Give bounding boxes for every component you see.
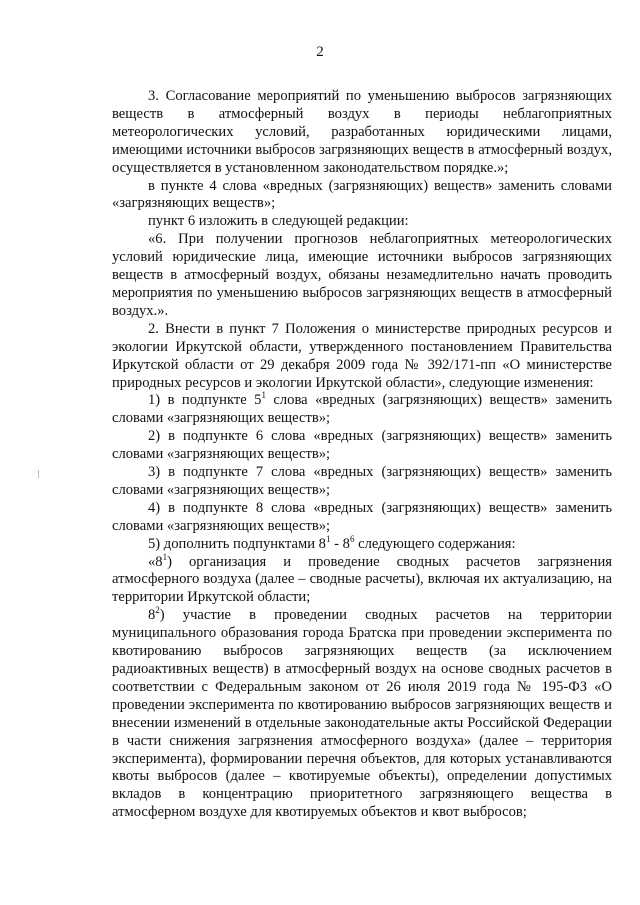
list-item-4: 4) в подпункте 8 слова «вредных (загрязняющих) веществ» заменить словами «загрязняющих веществ»; [112,499,612,534]
page-number: 2 [316,44,324,60]
subpoint-8-2: $8^2$) участие в проведении сводных расчетов на территории муниципального образования города Братска при проведении эксперимента по квотированию выбросов загрязняющих веществ (за исключением радиоактивных веществ) в атмосферный воздух на основе сводных расчетов в соответствии с Федеральным законом от 26 июля 2019 года № 195-ФЗ «О проведении эксперимента по квотированию выбросов загрязняющих веществ и внесении изменений в отдельные законодательные акты Российской Федерации в части снижения загрязнения атмосферного воздуха» (далее – территория эксперимента), формировании перечня объектов, для которых устанавливаются квоты выбросов (далее – квотируемые объекты), определении допустимых вкладов в концентрацию приоритетного загрязняющего вещества в атмосферном воздухе для квотируемых объектов и квот выбросов; [112,605,612,821]
document-body [112,88,612,822]
paragraph-item-3: 3. Согласование мероприятий по уменьшению выбросов загрязняющих веществ в атмосферный воздух в периоды неблагоприятных метеорологических условий, разработанных юридическими лицами, имеющими источники выбросов загрязняющих веществ в атмосферный воздух, осуществляется в установленном законодательством порядке.»; [112,88,612,176]
paragraph-section-2: 2. Внести в пункт 7 Положения о министерстве природных ресурсов и экологии Иркутской области, утвержденного постановлением Правительства Иркутской области от 29 декабря 2009 года № 392/171-пп «О министерстве природных ресурсов и экологии Иркутской области», следующие изменения: [112,320,612,391]
paragraph-point-4-amendment: в пункте 4 слова «вредных (загрязняющих) веществ» заменить словами «загрязняющих веществ»; [112,177,612,212]
paragraph-point-6-intro: пункт 6 изложить в следующей редакции: [148,213,409,230]
margin-mark [38,470,39,478]
list-item-1: 1) в подпункте $5^1$ слова «вредных (загрязняющих) веществ» заменить словами «загрязняющих веществ»; [112,390,612,427]
list-item-5: 5) дополнить подпунктами $8^1 - 8^6$ следующего содержания: [148,533,516,552]
list-item-2: 2) в подпункте 6 слова «вредных (загрязняющих) веществ» заменить словами «загрязняющих веществ»; [112,428,612,463]
paragraph-point-6-text: «6. При получении прогнозов неблагоприятных метеорологических условий юридические лица, имеющие источники выбросов загрязняющих веществ в атмосферный воздух, обязаны незамедлительно начать проводить мероприятия по уменьшению выбросов загрязняющих веществ в атмосферный воздух.». [112,231,612,319]
subpoint-8-1: «$8^1$) организация и проведение сводных расчетов загрязнения атмосферного воздуха (далее – сводные расчеты), включая их актуализацию, на территории Иркутской области; [112,551,612,606]
list-item-3: 3) в подпункте 7 слова «вредных (загрязняющих) веществ» заменить словами «загрязняющих веществ»; [112,464,612,498]
